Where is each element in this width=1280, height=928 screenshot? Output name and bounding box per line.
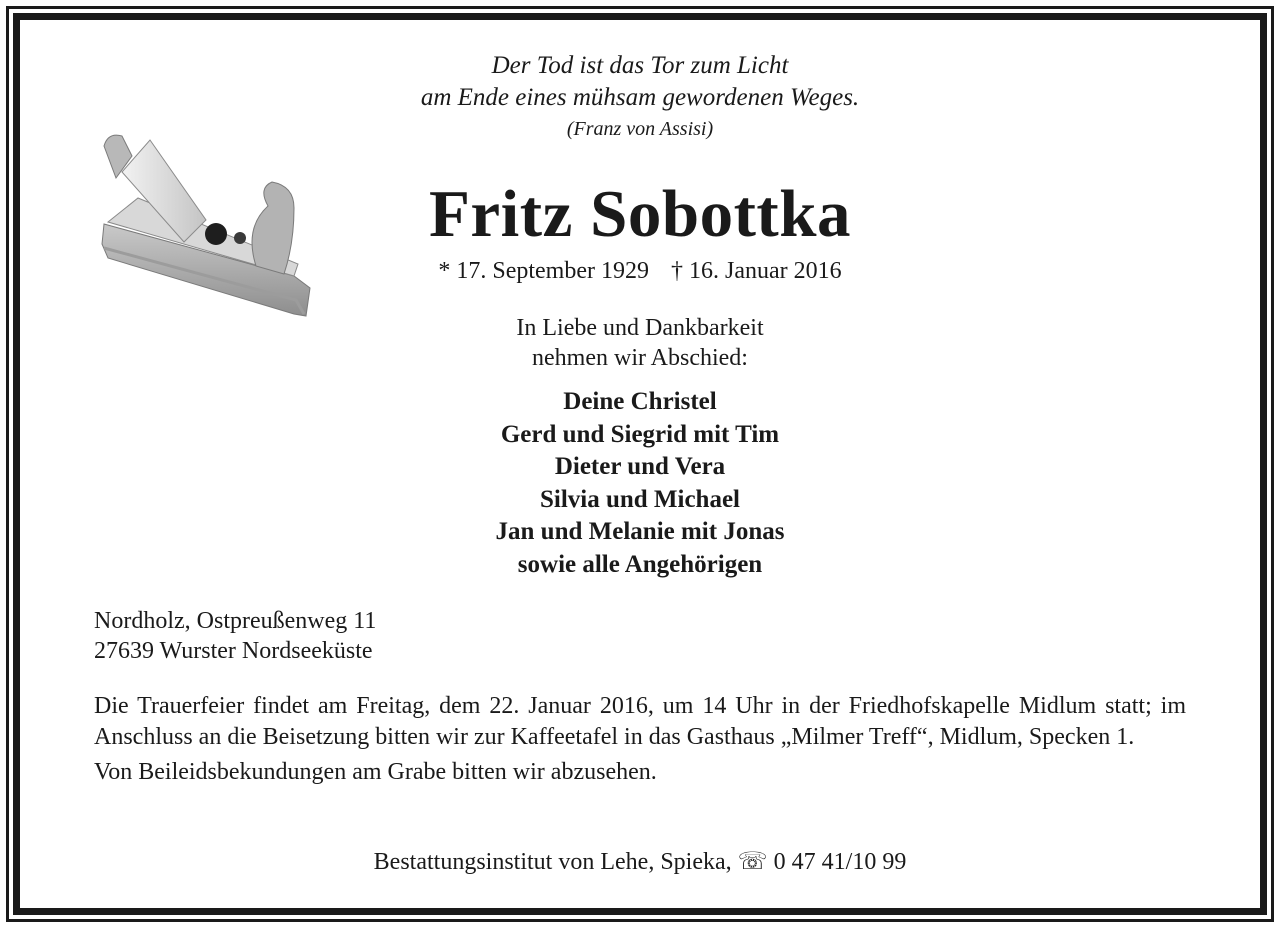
mourner-entry: Silvia und Michael (539, 485, 741, 513)
deceased-name: Fritz Sobottka (429, 177, 851, 251)
quote-line-1: Der Tod ist das Tor zum Licht (491, 52, 789, 79)
mourner-entry: Deine Christel (563, 388, 717, 415)
mourner-entry: sowie alle Angehörigen (517, 550, 763, 578)
funeral-home-info: Bestattungsinstitut von Lehe, Spieka, ☏ 0 47 41/10 99 (373, 849, 907, 875)
death-date: † 16. Januar 2016 (671, 258, 842, 284)
address-line-1: Nordholz, Ostpreußenweg 11 (94, 608, 377, 634)
farewell-intro (0, 313, 1280, 373)
address-line-2: 27639 Wurster Nordseeküste (94, 638, 373, 664)
ceremony-text: Die Trauerfeier findet am Freitag, dem 22. Januar 2016, um 14 Uhr in der Friedhofskapelle Midlum statt; im Anschluss an die Beisetzung bitten wir zur Kaffeetafel in das Gasthaus „Milmer Treff“, Midlum, Specken 1. (94, 693, 1186, 750)
life-dates (0, 256, 1280, 286)
mourner-entry: Gerd und Siegrid mit Tim (500, 420, 780, 448)
intro-line-1: In Liebe und Dankbarkeit (516, 315, 764, 341)
quote-author: (Franz von Assisi) (566, 118, 714, 140)
ceremony-info (94, 691, 1186, 788)
mourner-entry: Jan und Melanie mit Jonas (495, 518, 785, 545)
mourners-list (0, 386, 1280, 581)
condolence-note: Von Beileidsbekundungen am Grabe bitten wir abzusehen. (94, 759, 657, 785)
quote-line-2: am Ende eines mühsam gewordenen Weges. (420, 84, 860, 111)
birth-date: * 17. September 1929 (438, 258, 649, 284)
intro-line-2: nehmen wir Abschied: (532, 345, 748, 371)
mourner-entry: Dieter und Vera (554, 453, 726, 480)
family-address (94, 606, 376, 666)
